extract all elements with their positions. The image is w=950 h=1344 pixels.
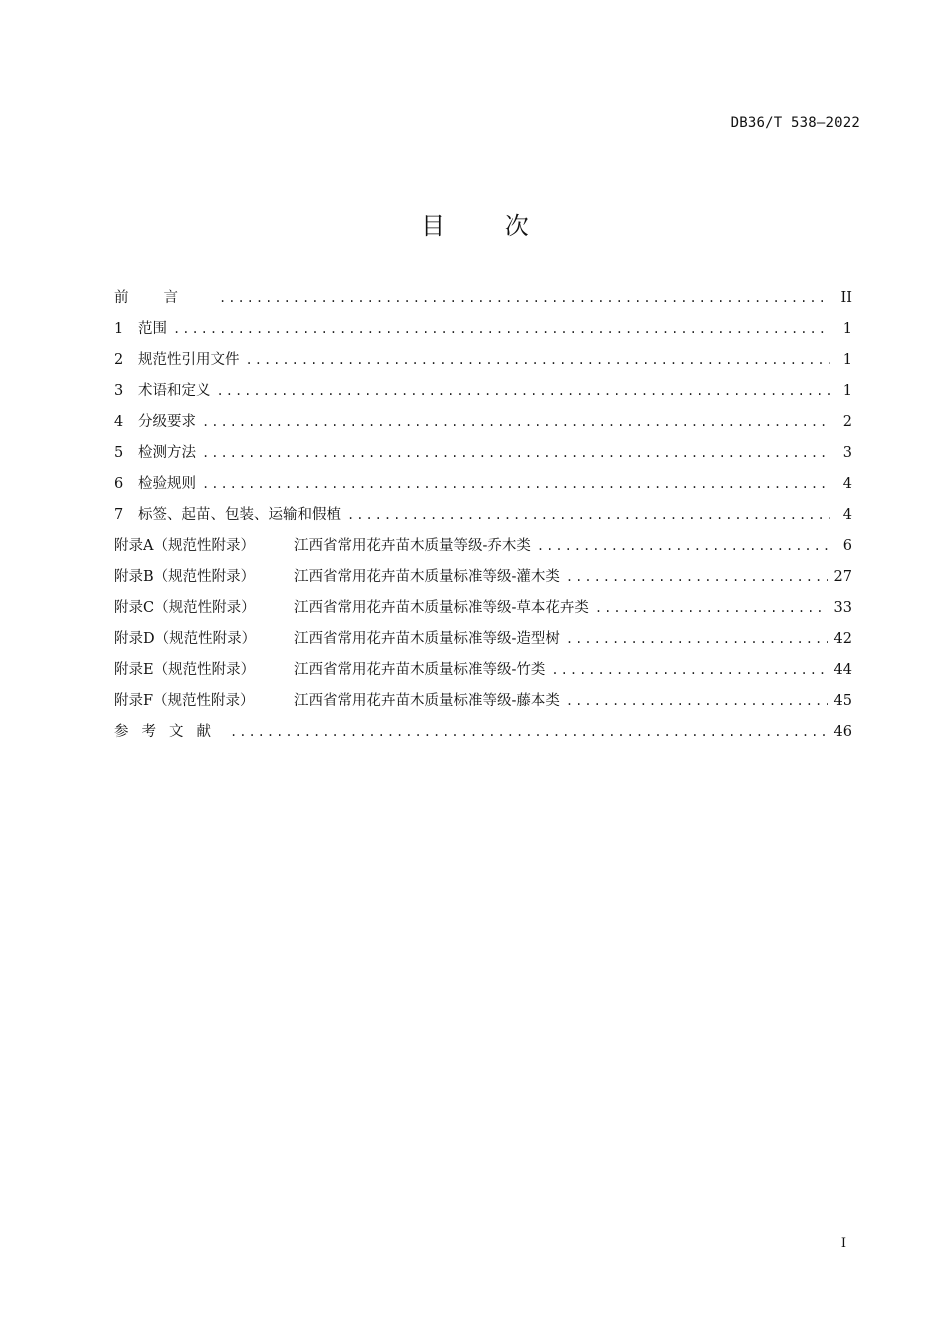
toc-entry-page: 46 <box>833 724 852 740</box>
toc-entry-label: 检测方法 <box>138 445 196 461</box>
toc-leader-dots <box>202 469 830 500</box>
toc-entry-2[interactable] <box>114 345 852 376</box>
toc-appendix-prefix: 附录A（规范性附录） <box>114 538 255 554</box>
toc-entry-page: 1 <box>842 321 852 337</box>
toc-leader-dots <box>246 345 831 376</box>
toc-entry-number: 6 <box>114 476 124 492</box>
toc-entry-label: 江西省常用花卉苗木质量标准等级-草本花卉类 <box>294 600 589 616</box>
toc-entry-page: 4 <box>842 476 852 492</box>
page-title: 目 次 <box>421 212 555 240</box>
toc-entry-page: 44 <box>833 662 852 678</box>
toc-entry-page: 42 <box>833 631 852 647</box>
toc-entry-5[interactable] <box>114 438 852 469</box>
toc-entry-label: 江西省常用花卉苗木质量标准等级-藤本类 <box>294 693 560 709</box>
toc-leader-dots <box>173 314 830 345</box>
toc-entry-label: 前言 <box>114 290 213 306</box>
toc-entry-page: 3 <box>842 445 852 461</box>
toc-entry-page: 6 <box>842 538 852 554</box>
toc-entry-label: 江西省常用花卉苗木质量等级-乔木类 <box>294 538 531 554</box>
toc-entry-label: 检验规则 <box>138 476 196 492</box>
page-number: I <box>840 1236 846 1251</box>
toc-entry-number: 1 <box>114 321 124 337</box>
toc-entry-7[interactable] <box>114 500 852 531</box>
toc-entry-number: 2 <box>114 352 124 368</box>
toc-leader-dots <box>202 407 830 438</box>
toc-entry-page: 27 <box>833 569 852 585</box>
table-of-contents <box>114 283 852 748</box>
toc-leader-dots <box>537 531 830 562</box>
toc-entry-references[interactable] <box>114 717 852 748</box>
toc-leader-dots <box>347 500 830 531</box>
toc-entry-preface[interactable] <box>114 283 852 314</box>
toc-entry-number: 4 <box>114 414 124 430</box>
toc-entry-label: 规范性引用文件 <box>138 352 240 368</box>
toc-entry-page: II <box>840 290 852 306</box>
toc-appendix-prefix: 附录C（规范性附录） <box>114 600 256 616</box>
toc-entry-appendix-b[interactable] <box>114 562 852 593</box>
toc-leader-dots <box>217 376 831 407</box>
toc-entry-page: 2 <box>842 414 852 430</box>
toc-entry-appendix-f[interactable] <box>114 686 852 717</box>
document-code: DB36/T 538—2022 <box>730 115 860 131</box>
toc-appendix-prefix: 附录F（规范性附录） <box>114 693 255 709</box>
toc-entry-page: 4 <box>842 507 852 523</box>
toc-appendix-prefix: 附录B（规范性附录） <box>114 569 256 585</box>
toc-entry-appendix-d[interactable] <box>114 624 852 655</box>
toc-entry-label: 分级要求 <box>138 414 196 430</box>
toc-leader-dots <box>230 717 828 748</box>
toc-leader-dots <box>566 686 828 717</box>
toc-appendix-prefix: 附录E（规范性附录） <box>114 662 256 678</box>
toc-entry-1[interactable] <box>114 314 852 345</box>
toc-entry-6[interactable] <box>114 469 852 500</box>
toc-entry-label: 范围 <box>138 321 167 337</box>
toc-entry-label: 术语和定义 <box>138 383 211 399</box>
toc-entry-3[interactable] <box>114 376 852 407</box>
toc-entry-number: 3 <box>114 383 124 399</box>
toc-entry-label: 参考文献 <box>114 724 224 740</box>
toc-entry-label: 江西省常用花卉苗木质量标准等级-灌木类 <box>294 569 560 585</box>
toc-entry-appendix-c[interactable] <box>114 593 852 624</box>
toc-entry-appendix-a[interactable] <box>114 531 852 562</box>
toc-entry-number: 5 <box>114 445 124 461</box>
toc-entry-number: 7 <box>114 507 124 523</box>
toc-appendix-prefix: 附录D（规范性附录） <box>114 631 257 647</box>
toc-entry-page: 1 <box>842 352 852 368</box>
toc-entry-page: 45 <box>833 693 852 709</box>
toc-entry-label: 江西省常用花卉苗木质量标准等级-竹类 <box>294 662 546 678</box>
toc-entry-4[interactable] <box>114 407 852 438</box>
toc-leader-dots <box>202 438 830 469</box>
toc-entry-appendix-e[interactable] <box>114 655 852 686</box>
toc-entry-label: 江西省常用花卉苗木质量标准等级-造型树 <box>294 631 560 647</box>
toc-leader-dots <box>551 655 827 686</box>
toc-leader-dots <box>566 624 828 655</box>
toc-entry-label: 标签、起苗、包装、运输和假植 <box>138 507 341 523</box>
toc-entry-page: 33 <box>833 600 852 616</box>
toc-leader-dots <box>595 593 828 624</box>
toc-entry-page: 1 <box>842 383 852 399</box>
toc-leader-dots <box>566 562 828 593</box>
toc-leader-dots <box>219 283 830 314</box>
